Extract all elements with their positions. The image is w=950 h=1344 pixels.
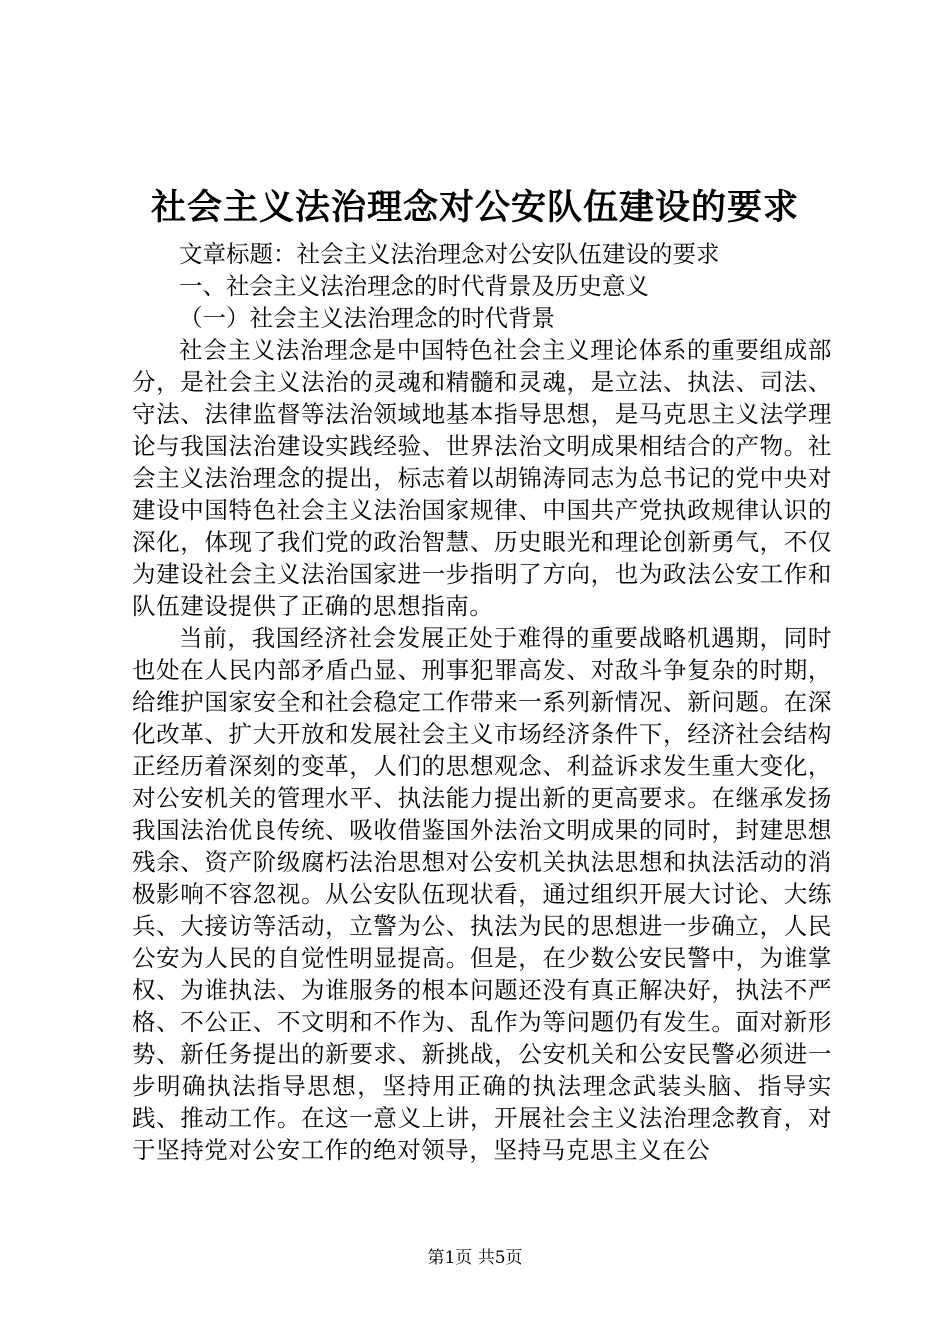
section-heading: 一、社会主义法治理念的时代背景及历史意义 — [179, 272, 649, 300]
subsection-heading: （一）社会主义法治理念的时代背景 — [179, 304, 555, 332]
document-title: 社会主义法治理念对公安队伍建设的要求 — [150, 187, 799, 228]
body-paragraph: 当前，我国经济社会发展正处于难得的重要战略机遇期，同时也处在人民内部矛盾凸显、刑事犯罪高发、对敌斗争复杂的时期，给维护国家安全和社会稳定工作带来一系列新情况、新问题。在深化改革、扩大开放和发展社会主义市场经济条件下，经济社会结构正经历着深刻的变革，人们的思想观念、利益诉求发生重大变化，对公安机关的管理水平、执法能力提出新的更高要求。在继承发扬我国法治优良传统、吸收借鉴国外法治文明成果的同时，封建思想残余、资产阶级腐朽法治思想对公安机关执法思想和执法活动的消极影响不容忽视。从公安队伍现状看，通过组织开展大讨论、大练兵、大接访等活动，立警为公、执法为民的思想进一步确立，人民公安为人民的自觉性明显提高。但是，在少数公安民警中，为谁掌权、为谁执法、为谁服务的根本问题还没有真正解决好，执法不严格、不公正、不文明和不作为、乱作为等问题仍有发生。面对新形势、新任务提出的新要求、新挑战，公安机关和公安民警必须进一步明确执法指导思想，坚持用正确的执法理念武装头脑、指导实践、推动工作。在这一意义上讲，开展社会主义法治理念教育，对于坚持党对公安工作的绝对领导，坚持马克思主义在公 — [132, 624, 832, 1164]
document-body — [132, 238, 832, 1166]
body-paragraph: 社会主义法治理念是中国特色社会主义理论体系的重要组成部分，是社会主义法治的灵魂和精髓和灵魂，是立法、执法、司法、守法、法律监督等法治领域地基本指导思想，是马克思主义法学理论与我国法治建设实践经验、世界法治文明成果相结合的产物。社会主义法治理念的提出，标志着以胡锦涛同志为总书记的党中央对建设中国特色社会主义法治国家规律、中国共产党执政规律认识的深化，体现了我们党的政治智慧、历史眼光和理论创新勇气，不仅为建设社会主义法治国家进一步指明了方向，也为政法公安工作和队伍建设提供了正确的思想指南。 — [132, 336, 832, 620]
article-title-line: 文章标题：社会主义法治理念对公安队伍建设的要求 — [179, 240, 720, 268]
page-footer: 第1页 共5页 — [427, 1248, 523, 1268]
